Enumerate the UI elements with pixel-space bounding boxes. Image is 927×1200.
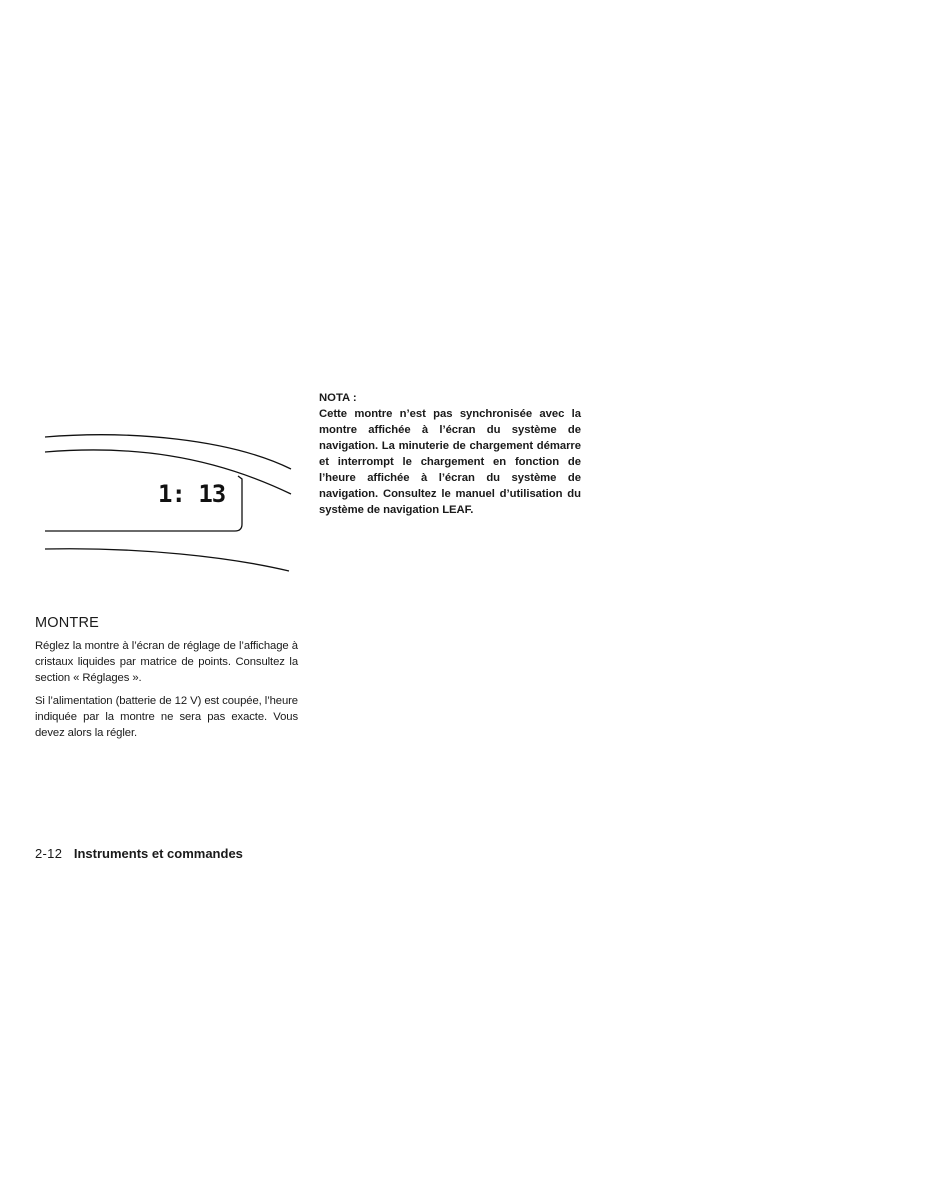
page-number: 2-12 (35, 846, 63, 861)
montre-paragraph-2: Si l’alimentation (batterie de 12 V) est coupée, l’heure indiquée par la montre ne sera pas exacte. Vous devez alors la régler. (35, 695, 298, 739)
nota-box (319, 390, 581, 518)
page-footer (35, 846, 243, 861)
chapter-title: Instruments et commandes (73, 846, 243, 861)
nota-title: NOTA : (319, 392, 357, 404)
nota-body: Cette montre n’est pas synchronisée avec la montre affichée à l’écran du système de navigation. La minuterie de chargement démarre et interrompt le chargement en fonction de l’heure affichée à l’écran du système de navigation. Consultez le manuel d’utilisation du système de navigation LEAF. (319, 408, 581, 516)
clock-readout: 1: 13 (158, 480, 226, 508)
section-title: MONTRE (35, 615, 100, 631)
montre-section (35, 638, 298, 748)
clock-display-illustration (40, 425, 296, 585)
montre-paragraph-1: Réglez la montre à l’écran de réglage de l’affichage à cristaux liquides par matrice de points. Consultez la section « Réglages ». (35, 640, 298, 684)
